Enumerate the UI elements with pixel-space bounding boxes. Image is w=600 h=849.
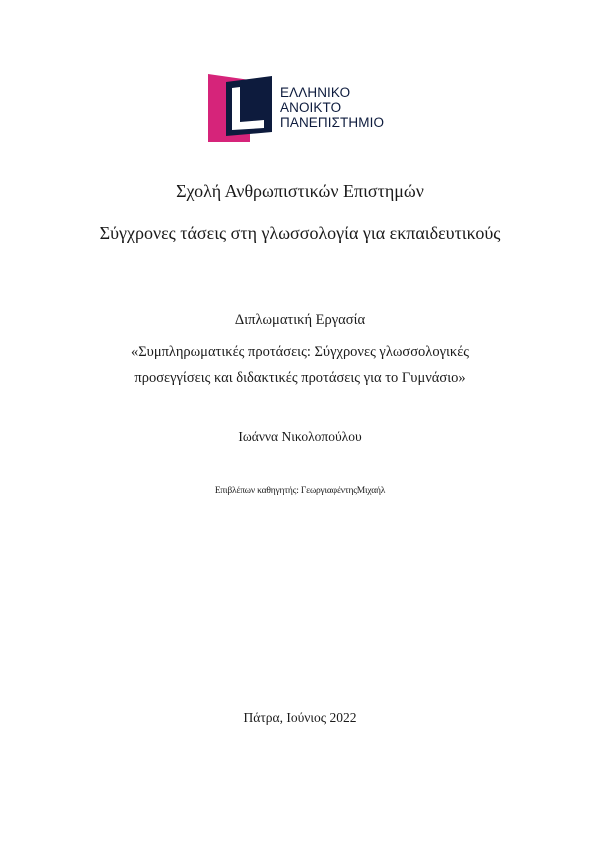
- university-logo: [206, 70, 406, 146]
- place-date: Πάτρα, Ιούνιος 2022: [243, 710, 357, 725]
- author-name: Ιωάννα Νικολοπούλου: [238, 429, 362, 444]
- supervisor: Επιβλέπων καθηγητής: ΓεωργιαφέντηςΜιχαήλ: [214, 486, 386, 496]
- logo-mark-icon: [206, 70, 276, 146]
- program-name: Σύγχρονες τάσεις στη γλωσσολογία για εκπαιδευτικούς: [99, 223, 501, 243]
- logo-line-1: ΕΛΛΗΝΙΚΟ: [280, 85, 351, 100]
- thesis-type: Διπλωματική Εργασία: [234, 312, 366, 328]
- thesis-title-line-1: «Συμπληρωματικές προτάσεις: Σύγχρονες γλωσσολογικές: [130, 344, 470, 360]
- school-name: Σχολή Ανθρωπιστικών Επιστημών: [176, 181, 424, 201]
- logo-line-2: ΑΝΟΙΚΤΟ: [280, 100, 342, 115]
- logo-wordmark: [280, 85, 384, 130]
- thesis-title-line-2: προσεγγίσεις και διδακτικές προτάσεις για το Γυμνάσιο»: [134, 370, 466, 386]
- logo-line-3: ΠΑΝΕΠΙΣΤΗΜΙΟ: [280, 115, 385, 130]
